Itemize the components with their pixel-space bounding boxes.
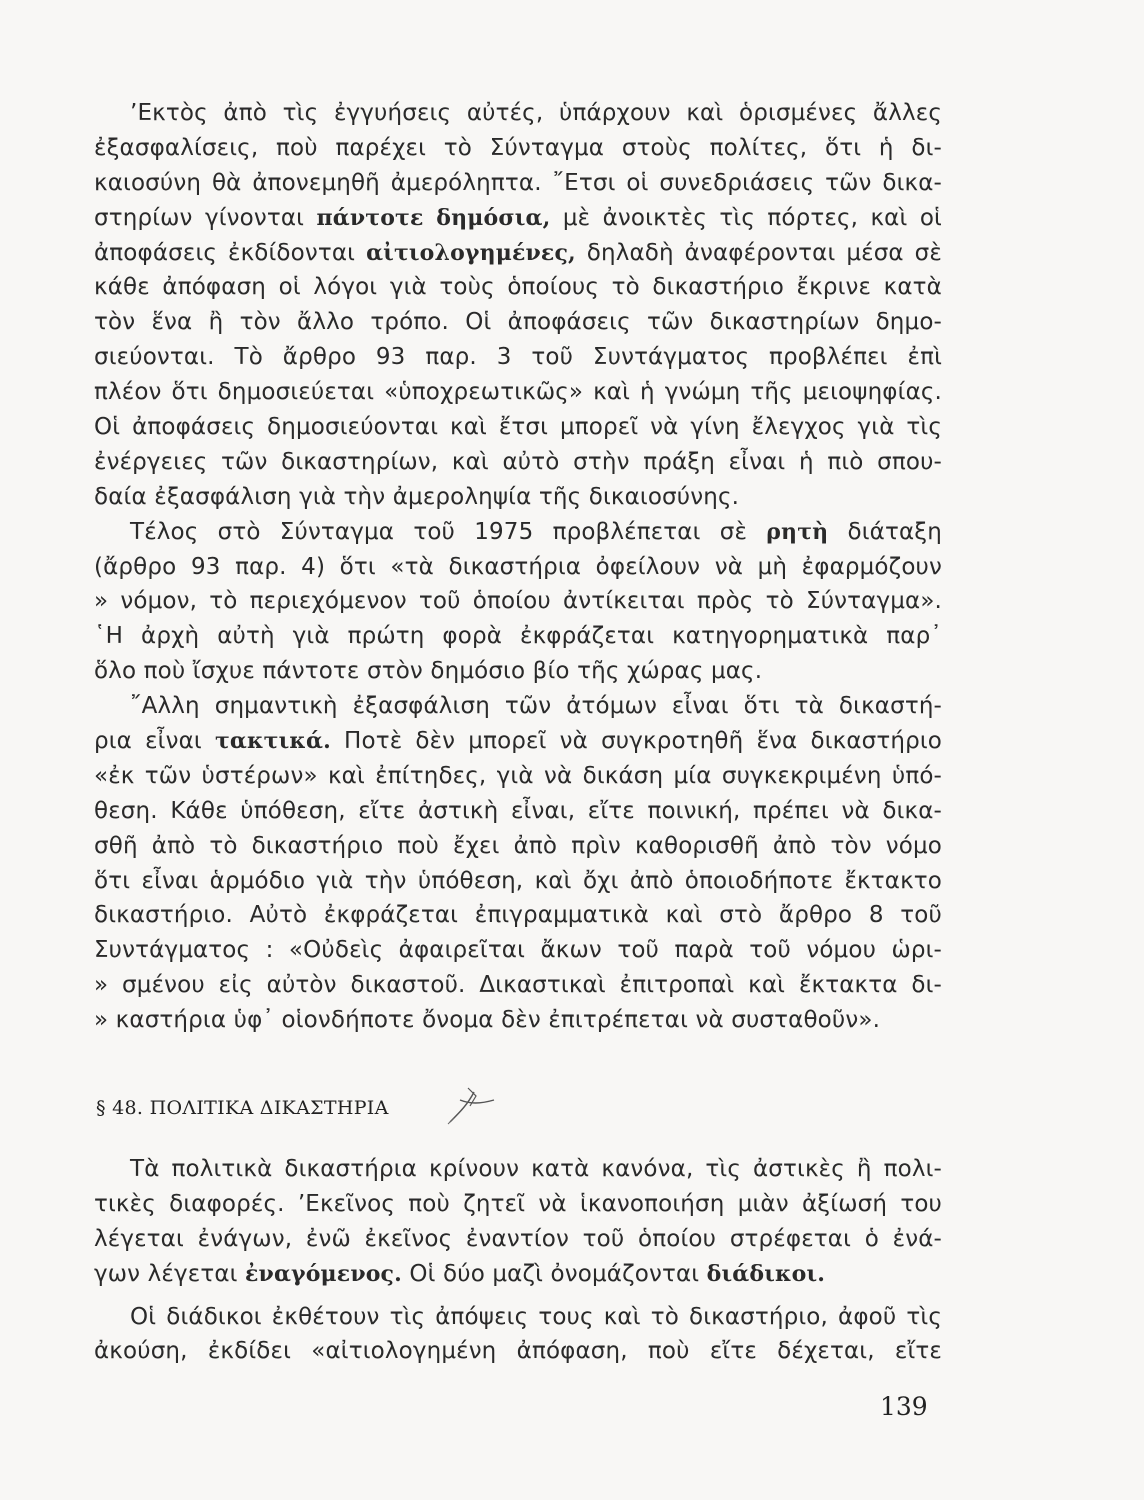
text-line: «ἐκ τῶν ὑστέρων» καὶ ἐπίτηδες, γιὰ νὰ δικάση μία συγκεκριμένη ὑπό- <box>94 762 942 789</box>
text-line: » καστήρια ὑφ᾿ οἱονδήποτε ὄνομα δὲν ἐπιτρέπεται νὰ συσταθοῦν». <box>94 1007 881 1034</box>
handwritten-pen-mark-icon <box>440 1078 500 1128</box>
bold-term: διάδικοι. <box>706 1260 826 1287</box>
text-line: » νόμον, τὸ περιεχόμενον τοῦ ὁποίου ἀντίκειται πρὸς τὸ Σύνταγμα». <box>94 588 942 615</box>
text-line: Οἱ διάδικοι ἐκθέτουν τὶς ἀπόψεις τους καὶ τὸ δικαστήριο, ἀφοῦ τὶς <box>130 1303 942 1330</box>
text-line: ὅτι εἶναι ἁρμόδιο γιὰ τὴν ὑπόθεση, καὶ ὄχι ἀπὸ ὁποιοδήποτε ἔκτακτο <box>94 867 942 894</box>
bold-term: ἐναγόμενος. <box>245 1260 402 1287</box>
text-line: » σμένου εἰς αὐτὸν δικαστοῦ. Δικαστικαὶ ἐπιτροπαὶ καὶ ἔκτακτα δι- <box>94 972 942 999</box>
text-line: δικαστήριο. Αὐτὸ ἐκφράζεται ἐπιγραμματικὰ καὶ στὸ ἄρθρο 8 τοῦ <box>94 902 942 929</box>
text-line: θεση. Κάθε ὑπόθεση, εἴτε ἀστικὴ εἶναι, εἴτε ποινική, πρέπει νὰ δικα- <box>94 797 942 824</box>
paragraph-constitution-1975 <box>94 515 942 689</box>
text-line: δαία ἐξασφάλιση γιὰ τὴν ἀμεροληψία τῆς δικαιοσύνης. <box>94 483 740 510</box>
text-line: Συντάγματος : «Οὐδεὶς ἀφαιρεῖται ἄκων τοῦ παρὰ τοῦ νόμου ὡρι- <box>94 937 942 964</box>
text-line: Οἱ ἀποφάσεις δημοσιεύονται καὶ ἔτσι μπορεῖ νὰ γίνη ἔλεγχος γιὰ τὶς <box>94 414 942 441</box>
bold-term: τακτικά. <box>214 728 331 755</box>
page-number: 139 <box>880 1392 928 1421</box>
text-line: ἀποφάσεις ἐκδίδονται αἰτιολογημένες, δηλαδὴ ἀναφέρονται μέσα σὲ <box>94 239 942 266</box>
section-text <box>94 1152 942 1369</box>
text-line: κάθε ἀπόφαση οἱ λόγοι γιὰ τοὺς ὁποίους τὸ δικαστήριο ἔκρινε κατὰ <box>94 274 942 301</box>
text-line: τὸν ἕνα ἢ τὸν ἄλλο τρόπο. Οἱ ἀποφάσεις τῶν δικαστηρίων δημο- <box>94 309 942 336</box>
bold-term: ρητὴ <box>766 518 829 545</box>
text-line: καιοσύνη θὰ ἀπονεμηθῆ ἀμερόληπτα. ῎Ετσι οἱ συνεδριάσεις τῶν δικα- <box>94 169 942 196</box>
text-line: γων λέγεται ἐναγόμενος. Οἱ δύο μαζὶ ὀνομάζονται διάδικοι. <box>94 1260 826 1287</box>
paragraph-guarantees <box>94 96 942 515</box>
paragraph-litigants <box>94 1300 942 1370</box>
text-line: τικὲς διαφορές. ’Εκεῖνος ποὺ ζητεῖ νὰ ἱκανοποιήση μιὰν ἀξίωσή του <box>94 1190 942 1217</box>
text-line: ῎Αλλη σημαντικὴ ἐξασφάλιση τῶν ἀτόμων εἶναι ὅτι τὰ δικαστή- <box>130 693 942 720</box>
text-line: στηρίων γίνονται πάντοτε δημόσια, μὲ ἀνοικτὲς τὶς πόρτες, καὶ οἱ <box>94 204 942 231</box>
text-line: ἐνέργειες τῶν δικαστηρίων, καὶ αὐτὸ στὴν πράξη εἶναι ἡ πιὸ σπου- <box>94 448 942 475</box>
text-line: ῾Η ἀρχὴ αὐτὴ γιὰ πρώτη φορὰ ἐκφράζεται κατηγορηματικὰ παρ᾿ <box>94 623 942 650</box>
paragraph-regular-courts <box>94 689 942 1038</box>
bold-term: αἰτιολογημένες, <box>366 239 576 266</box>
text-line: λέγεται ἐνάγων, ἐνῶ ἐκεῖνος ἐναντίον τοῦ ὁποίου στρέφεται ὁ ἐνά- <box>94 1225 942 1252</box>
paragraph-civil-courts <box>94 1152 942 1292</box>
text-line: ’Εκτὸς ἀπὸ τὶς ἐγγυήσεις αὐτές, ὑπάρχουν καὶ ὁρισμένες ἄλλες <box>130 100 942 126</box>
bold-term: πάντοτε δημόσια, <box>316 204 551 231</box>
text-line: ὅλο ποὺ ἴσχυε πάντοτε στὸν δημόσιο βίο τῆς χώρας μας. <box>94 658 763 685</box>
text-line: Τέλος στὸ Σύνταγμα τοῦ 1975 προβλέπεται σὲ ρητὴ διάταξη <box>130 518 943 545</box>
text-line: σθῆ ἀπὸ τὸ δικαστήριο ποὺ ἔχει ἀπὸ πρὶν καθορισθῆ ἀπὸ τὸν νόμο <box>94 832 942 859</box>
text-line: ἀκούση, ἐκδίδει «αἰτιολογημένη ἀπόφαση, ποὺ εἴτε δέχεται, εἴτε <box>94 1338 942 1365</box>
main-text <box>94 96 942 1038</box>
text-line: (ἄρθρο 93 παρ. 4) ὅτι «τὰ δικαστήρια ὀφείλουν νὰ μὴ ἐφαρμόζουν <box>94 553 942 580</box>
text-line: πλέον ὅτι δημοσιεύεται «ὑποχρεωτικῶς» καὶ ἡ γνώμη τῆς μειοψηφίας. <box>94 379 942 406</box>
text-line: ἐξασφαλίσεις, ποὺ παρέχει τὸ Σύνταγμα στοὺς πολίτες, ὅτι ἡ δι- <box>94 134 942 161</box>
text-line: Τὰ πολιτικὰ δικαστήρια κρίνουν κατὰ κανόνα, τὶς ἀστικὲς ἢ πολι- <box>130 1156 942 1182</box>
text-line: ρια εἶναι τακτικά. Ποτὲ δὲν μπορεῖ νὰ συγκροτηθῆ ἕνα δικαστήριο <box>94 728 942 755</box>
section-heading: § 48. ΠΟΛΙΤΙΚΑ ΔΙΚΑΣΤΗΡΙΑ <box>96 1097 389 1119</box>
text-line: σιεύονται. Τὸ ἄρθρο 93 παρ. 3 τοῦ Συντάγματος προβλέπει ἐπὶ <box>94 344 942 371</box>
